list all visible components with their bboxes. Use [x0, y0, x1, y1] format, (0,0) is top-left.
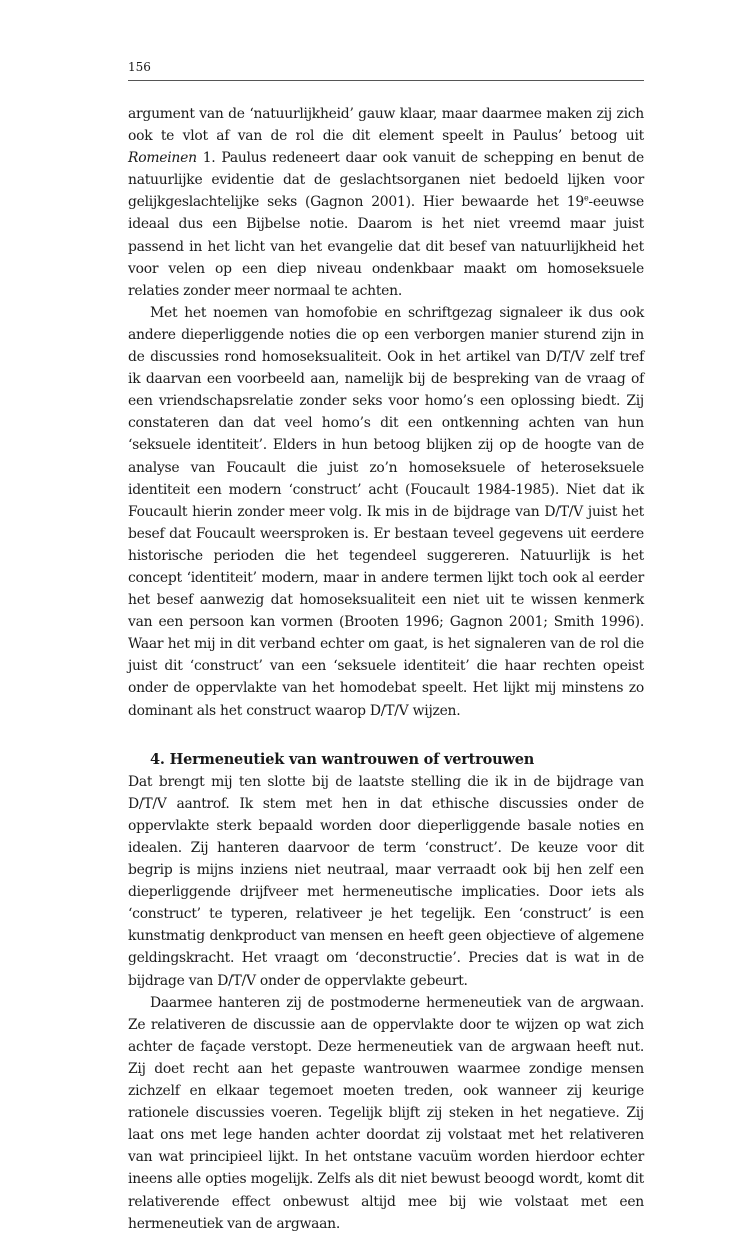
paragraph-1-text-c: -eeuwse ideaal dus een Bijbelse notie. Daarom is het niet vreemd maar juist passend in het licht van het evangelie dat dit besef van natuurlijkheid het voor velen op een diep niveau ondenkbaar maakt om homoseksuele relaties zonder meer normaal te achten. — [128, 194, 644, 299]
paragraph-1-superscript: e — [583, 193, 589, 203]
body-text — [128, 103, 644, 1235]
page-number: 156 — [128, 60, 151, 74]
paragraph-1 — [128, 103, 644, 302]
paragraph-1-text-b: 1. Paulus redeneert daar ook vanuit de schepping en benut de natuurlijke evidentie dat de geslachtsorganen niet bedoeld lijken voor gelijkgeslachtelijke seks (Gagnon 2001). Hier bewaarde het 19 — [128, 150, 644, 211]
header-rule — [128, 80, 644, 81]
paragraph-2: Met het noemen van homofobie en schriftgezag signaleer ik dus ook andere dieperliggende noties die op een verborgen manier sturend zijn in de discussies rond homoseksualiteit. Ook in het artikel van D/T/V zelf tref ik daarvan een voorbeeld aan, namelijk bij de bespreking van de vraag of een vriendschapsrelatie zonder seks voor homo’s een oplossing biedt. Zij constateren dan dat veel homo’s dit een ontkenning achten van hun ‘seksuele identiteit’. Elders in hun betoog blijken zij op de hoogte van de analyse van Foucault die juist zo’n homoseksuele of heteroseksuele identiteit een modern ‘construct’ acht (Foucault 1984-1985). Niet dat ik Foucault hierin zonder meer volg. Ik mis in de bijdrage van D/T/V juist het besef dat Foucault weersproken is. Er bestaan teveel gegevens uit eerdere historische perioden die het tegendeel suggereren. Natuurlijk is het concept ‘identiteit’ modern, maar in andere termen lijkt toch ook al eerder het besef aanwezig dat homoseksualiteit een niet uit te wissen kenmerk van een persoon kan vormen (Brooten 1996; Gagnon 2001; Smith 1996). Waar het mij in dit verband echter om gaat, is het signaleren van de rol die juist dit ‘construct’ van een ‘seksuele identiteit’ die haar rechten opeist onder de oppervlakte van het homodebat speelt. Het lijkt mij minstens zo dominant als het construct waarop D/T/V wijzen. — [128, 304, 644, 719]
paragraph-1-book-title: Romeinen — [128, 150, 197, 167]
paragraph-3: Dat brengt mij ten slotte bij de laatste stelling die ik in de bijdrage van D/T/V aantrof. Ik stem met hen in dat ethische discussies onder de oppervlakte sterk bepaald worden door dieperliggende basale noties en idealen. Zij hanteren daarvoor de term ‘construct’. De keuze voor dit begrip is mijns inziens niet neutraal, maar verraadt ook bij hen zelf een dieperliggende drijfveer met hermeneutische implicaties. Door iets als ‘construct’ te typeren, relativeer je het tegelijk. Een ‘construct’ is een kunstmatig denkproduct van mensen en heeft geen objectieve of algemene geldingskracht. Het vraagt om ‘deconstructie’. Precies dat is wat in de bijdrage van D/T/V onder de oppervlakte gebeurt. — [128, 773, 644, 989]
paragraph-1-text-a: argument van de ‘natuurlijkheid’ gauw klaar, maar daarmee maken zij zich ook te vlot af van de rol die dit element speelt in Paulus’ betoog uit — [128, 106, 644, 145]
paragraph-4: Daarmee hanteren zij de postmoderne hermeneutiek van de argwaan. Ze relativeren de discussie aan de oppervlakte door te wijzen op wat zich achter de façade verstopt. Deze hermeneutiek van de argwaan heeft nut. Zij doet recht aan het gepaste wantrouwen waarmee zondige mensen zichzelf en elkaar tegemoet moeten treden, ook wanneer zij keurige rationele discussies voeren. Tegelijk blijft zij steken in het negatieve. Zij laat ons met lege handen achter doordat zij volstaat met het relativeren van wat principieel lijkt. In het ontstane vacuüm worden hierdoor echter ineens alle opties mogelijk. Zelfs als dit niet bewust beoogd wordt, komt dit relativerende effect onbewust altijd mee bij wie volstaat met een hermeneutiek van de argwaan. — [128, 994, 644, 1232]
section-heading: 4. Hermeneutiek van wantrouwen of vertrouwen — [150, 750, 535, 768]
